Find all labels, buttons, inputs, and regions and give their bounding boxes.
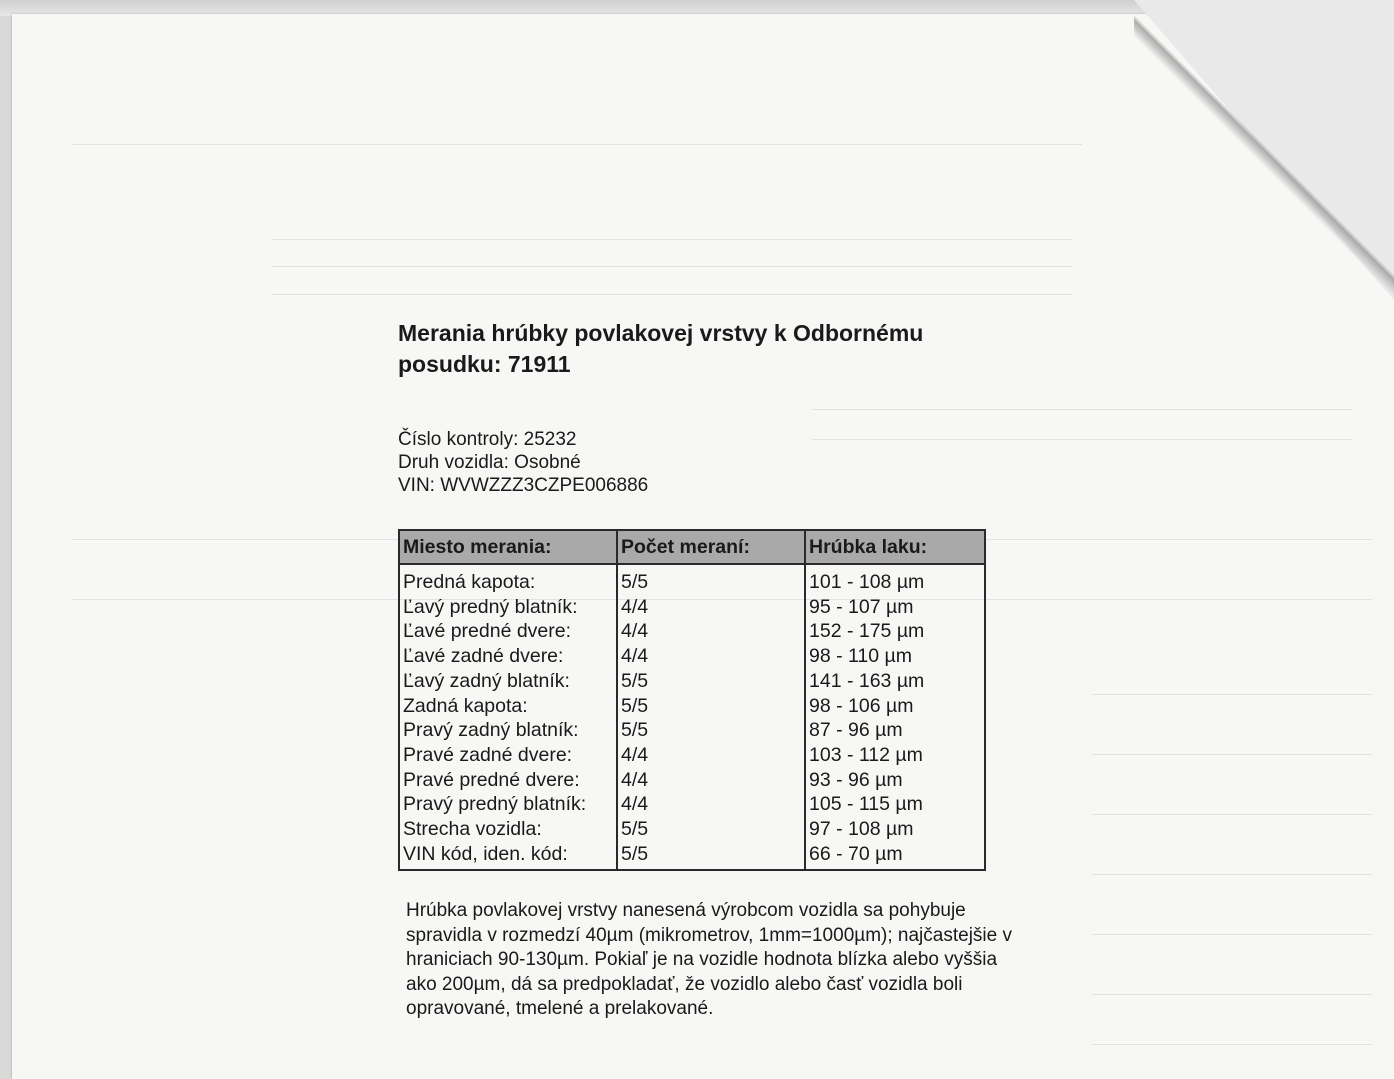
cell-count: 5/5 [617, 842, 805, 871]
cell-location: Predná kapota: [399, 564, 617, 595]
cell-count: 5/5 [617, 817, 805, 842]
cell-count: 5/5 [617, 718, 805, 743]
fold-shadow [1134, 0, 1394, 300]
cell-thickness: 97 - 108 µm [809, 818, 914, 841]
cell-count: 4/4 [617, 743, 805, 768]
cell-thickness: 87 - 96 µm [809, 719, 903, 742]
cell-thickness: 98 - 106 µm [809, 694, 914, 717]
cell-location: Ľavé predné dvere: [399, 619, 617, 644]
table-row [399, 564, 985, 595]
measurement-document [398, 318, 1018, 1041]
table-row [399, 669, 985, 694]
control-number: Číslo kontroly: 25232 [398, 429, 577, 450]
header-count: Počet meraní: [617, 530, 805, 564]
table-row [399, 768, 985, 793]
cell-count: 5/5 [617, 694, 805, 719]
cell-location: Zadná kapota: [399, 694, 617, 719]
table-header-row [399, 530, 985, 564]
cell-location: Pravé predné dvere: [399, 768, 617, 793]
vehicle-type: Druh vozidla: Osobné [398, 452, 581, 473]
bleed-line [272, 266, 1072, 267]
vehicle-info [398, 428, 1018, 497]
header-location: Miesto merania: [399, 530, 617, 564]
table-body [399, 564, 985, 870]
header-thickness: Hrúbka laku: [805, 530, 985, 564]
bleed-line [272, 239, 1072, 240]
cell-count: 4/4 [617, 644, 805, 669]
cell-thickness: 98 - 110 µm [809, 645, 913, 668]
cell-location: Pravé zadné dvere: [399, 743, 617, 768]
measurement-table [398, 529, 986, 871]
cell-thickness: 66 - 70 µm [809, 842, 903, 865]
bleed-line [1092, 934, 1372, 935]
bleed-line [1092, 694, 1372, 695]
cell-count: 5/5 [617, 669, 805, 694]
table-row [399, 619, 985, 644]
bleed-line [1092, 754, 1372, 755]
cell-count: 4/4 [617, 595, 805, 620]
cell-location: VIN kód, iden. kód: [399, 842, 617, 871]
vin-number: VIN: WVWZZZ3CZPE006886 [398, 475, 649, 496]
cell-thickness: 103 - 112 µm [809, 743, 923, 766]
bleed-line [1092, 814, 1372, 815]
cell-thickness: 95 - 107 µm [809, 595, 914, 618]
bleed-line [1092, 874, 1372, 875]
cell-location: Pravý zadný blatník: [399, 718, 617, 743]
table-row [399, 694, 985, 719]
document-title: Merania hrúbky povlakovej vrstvy k Odbornému posudku: 71911 [398, 320, 924, 377]
cell-count: 5/5 [617, 564, 805, 595]
cell-thickness: 105 - 115 µm [809, 793, 923, 816]
cell-location: Strecha vozidla: [399, 817, 617, 842]
table-row [399, 743, 985, 768]
table-row [399, 718, 985, 743]
explanation-note: Hrúbka povlakovej vrstvy nanesená výrobcom vozidla sa pohybuje spravidla v rozmedzí 40µm (mikrometrov, 1mm=1000µm); najčastejšie v hraniciach 90-130µm. Pokiaľ je na vozidle hodnota blízka alebo vyššia ako 200µm, dá sa predpokladať, že vozidlo alebo časť vozidla boli opravované, tmelené a prelakované. [406, 900, 1012, 1020]
cell-location: Ľavý zadný blatník: [399, 669, 617, 694]
cell-location: Ľavý predný blatník: [399, 595, 617, 620]
table-row [399, 644, 985, 669]
cell-count: 4/4 [617, 792, 805, 817]
cell-thickness: 152 - 175 µm [809, 620, 925, 643]
table-row [399, 817, 985, 842]
cell-thickness: 93 - 96 µm [809, 768, 903, 791]
cell-thickness: 141 - 163 µm [809, 669, 925, 692]
cell-location: Ľavé zadné dvere: [399, 644, 617, 669]
table-row [399, 595, 985, 620]
bleed-line [1092, 994, 1372, 995]
bleed-line [72, 144, 1082, 145]
cell-thickness: 101 - 108 µm [809, 571, 925, 593]
bleed-line [272, 294, 1072, 295]
cell-count: 4/4 [617, 768, 805, 793]
bleed-line [1092, 1044, 1372, 1045]
table-row [399, 792, 985, 817]
table-row [399, 842, 985, 871]
cell-location: Pravý predný blatník: [399, 792, 617, 817]
cell-count: 4/4 [617, 619, 805, 644]
